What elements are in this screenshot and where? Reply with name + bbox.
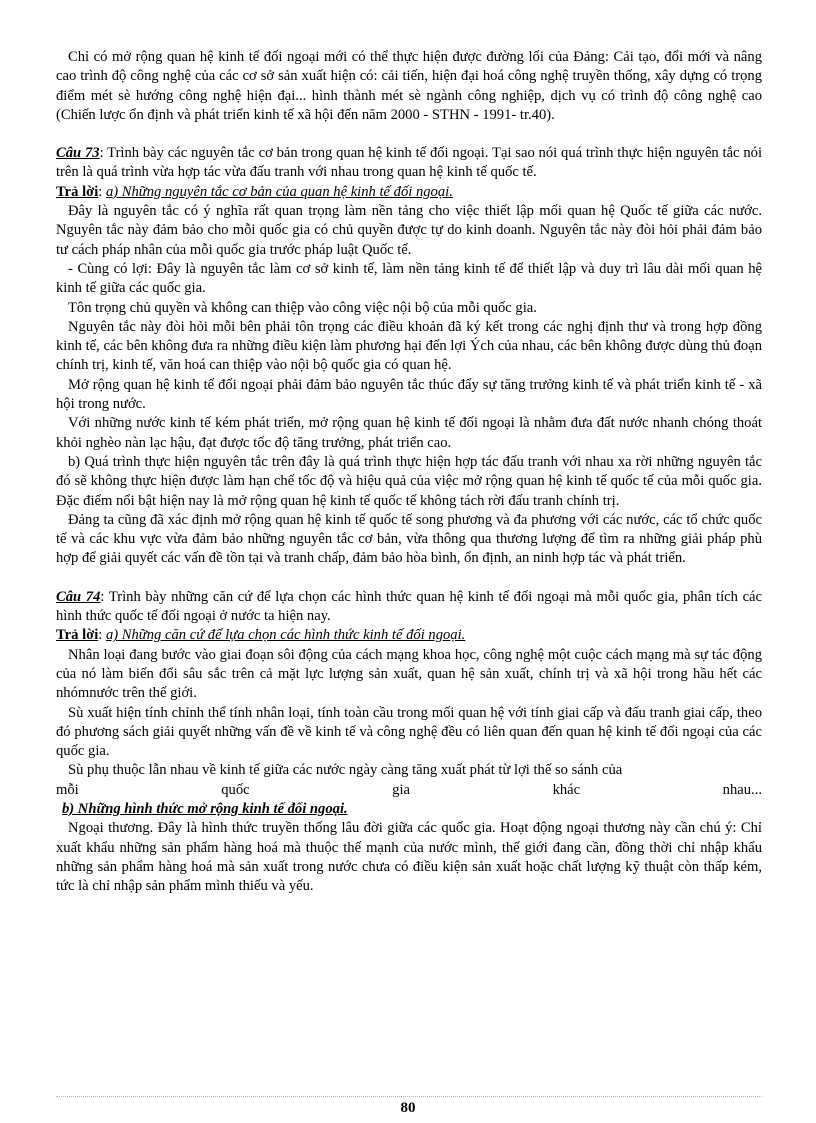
footer-divider [56,1096,762,1097]
answer-73-para-7: b) Quá trình thực hiện nguyên tắc trên đây là quá trình thực hiện hợp tác đấu tranh với nhau xa rời những nguyên tắc đó sẽ không thực hiện được làm hạn chế tốc độ và hiệu quả của việc mở rộng quan hệ kinh tế quốc tế của mỗi quốc gia. Đặc điểm nổi bật hiện nay là mở rộng quan hệ kinh tế quốc tế không tách rời đấu tranh chính trị. [56,453,762,509]
answer-73-header [56,183,762,202]
answer-74-para-3-tail [56,781,762,800]
answer-73-para-5: Mở rộng quan hệ kinh tế đối ngoại phải đảm bảo nguyên tắc thúc đẩy sự tăng trưởng kinh tế và phát triển kinh tế - xã hội trong nước. [56,376,762,413]
answer-73-label: Trả lời [56,183,99,200]
answer-74-sep: : [98,627,106,644]
answer-73-para-8: Đảng ta cũng đã xác định mở rộng quan hệ kinh tế quốc tế song phương và đa phương với các nước, các tổ chức quốc tế và các khu vực vừa đảm bảo những nguyên tắc cơ bản, vừa thông qua thương lượng để tìm ra những giải pháp phù hợp để giải quyết các vấn đề tồn tại và tranh chấp, đảm bảo hòa bình, ổn định, an ninh hợp tác và phát triển. [56,511,762,567]
question-73-text: : Trình bày các nguyên tắc cơ bản trong quan hệ kinh tế đối ngoại. Tại sao nói quá trình thực hiện nguyên tắc nói trên là quá trình vừa hợp tác vừa đấu tranh với nhau trong quan hệ kinh tế quốc tế. [56,145,762,181]
question-73 [56,144,762,183]
answer-74-header [56,626,762,645]
spread-word: quốc [221,781,250,798]
answer-73-heading: a) Những nguyên tắc cơ bản của quan hệ kinh tế đối ngoại. [105,183,453,200]
answer-73-para-1: Đây là nguyên tắc có ý nghĩa rất quan trọng làm nền tảng cho việc thiết lập mối quan hệ Quốc tế giữa các nước. Nguyên tắc này đảm bảo cho mỗi quốc gia có chủ quyền được tự do kinh doanh. Nguyên tắc này đòi hỏi phải đảm bảo tư cách pháp nhân của mỗi quốc gia trước pháp luật Quốc tế. [56,203,762,258]
spread-word: khác [552,781,581,798]
spread-word: mỗi [56,781,79,798]
answer-74-para-4: Ngoại thương. Đây là hình thức truyền thống lâu đời giữa các quốc gia. Hoạt động ngoại thương này cần chú ý: Chỉ xuất khẩu những sản phẩm hàng hoá mà thuộc thế mạnh của nước mình, thế giới đang cần, đồng thời chỉ nhập khẩu những sản phẩm hàng hoá mà sản xuất trong nước chưa có điều kiện sản xuất hoặc chất lượng kỹ thuật còn thấp kém, tức là chỉ nhập sản phẩm mình thiếu và yếu. [56,820,762,895]
question-74-label: Câu 74 [56,588,101,605]
question-73-label: Câu 73 [56,145,100,162]
answer-74-para-3: Sù phụ thuộc lẫn nhau về kinh tế giữa các nước ngày càng tăng xuất phát từ lợi thế so sánh của [68,762,623,779]
spacer [56,569,762,588]
spread-word: gia [392,781,411,798]
question-74 [56,588,762,627]
document-page [56,48,762,896]
answer-73-para-2: - Cùng có lợi: Đây là nguyên tắc làm cơ sở kinh tế, làm nền tảng kinh tế để thiết lập và duy trì lâu dài mối quan hệ kinh tế giữa các quốc gia. [56,260,762,297]
answer-74-para-2: Sù xuất hiện tính chỉnh thể tính nhân loại, tính toàn cầu trong mối quan hệ với tính giai cấp và đấu tranh giai cấp, theo đó phương sách giải quyết những vấn đề về kinh tế và công nghệ đều có liên quan đến quan hệ kinh tế đối ngoại của các quốc gia. [56,704,762,760]
answer-73-sep: : [98,183,106,200]
spacer [56,125,762,144]
answer-73-para-3: Tôn trọng chủ quyền và không can thiệp vào công việc nội bộ của mỗi quốc gia. [68,299,537,316]
spread-word: nhau... [722,781,762,798]
answer-74-heading: a) Những căn cứ để lựa chọn các hình thức kinh tế đối ngoại. [105,627,466,644]
question-74-text: : Trình bày những căn cứ để lựa chọn các hình thức quan hệ kinh tế đối ngoại mà mỗi quốc gia, phân tích các hình thức quốc tế đối ngoại ở nước ta hiện nay. [56,588,763,625]
intro-paragraph: Chỉ có mở rộng quan hệ kinh tế đối ngoại mới có thể thực hiện được đường lối của Đảng: Cải tạo, đổi mới và nâng cao trình độ công nghệ của các cơ sở sản xuất hiện có: cải tiến, hiện đại hoá công nghệ truyền thống, xây dựng có trọng điểm mét sè hướng công nghệ hiện đại... hình thành mét sè ngành công nghiệp, dịch vụ có trình độ công nghệ cao (Chiến lược ổn định và phát triển kinh tế xã hội đến năm 2000 - STHN - 1991- tr.40). [56,49,762,123]
answer-74-label: Trả lời [56,627,99,644]
answer-74-subheading: b) Những hình thức mở rộng kinh tế đối ngoại. [62,800,348,817]
answer-74-para-1: Nhân loại đang bước vào giai đoạn sôi động của cách mạng khoa học, công nghệ một cuộc cách mạng mà sự tác động của nó làm biến đổi sâu sắc trên cả mặt lực lượng sản xuất, quan hệ sản xuất, chính trị và xã hội trong hầu hết các nhómnước trên thế giới. [56,646,762,702]
page-number: 80 [400,1100,416,1116]
answer-73-para-6: Với những nước kinh tế kém phát triển, mở rộng quan hệ kinh tế đối ngoại là nhằm đưa đất nước nhanh chóng thoát khỏi nghèo nàn lạc hậu, đạt được tốc độ tăng trưởng, phát triển cao. [56,415,762,451]
answer-73-para-4: Nguyên tắc này đòi hỏi mỗi bên phải tôn trọng các điều khoản đã ký kết trong các nghị định thư và trong hợp đồng kinh tế, các bên không đưa ra những điều kiện làm phương hại đến lợi Ých của nhau, các bên không được dùng thủ đoạn chính trị, kinh tế, văn hoá can thiệp vào nội bộ quốc gia có quan hệ. [56,318,762,374]
